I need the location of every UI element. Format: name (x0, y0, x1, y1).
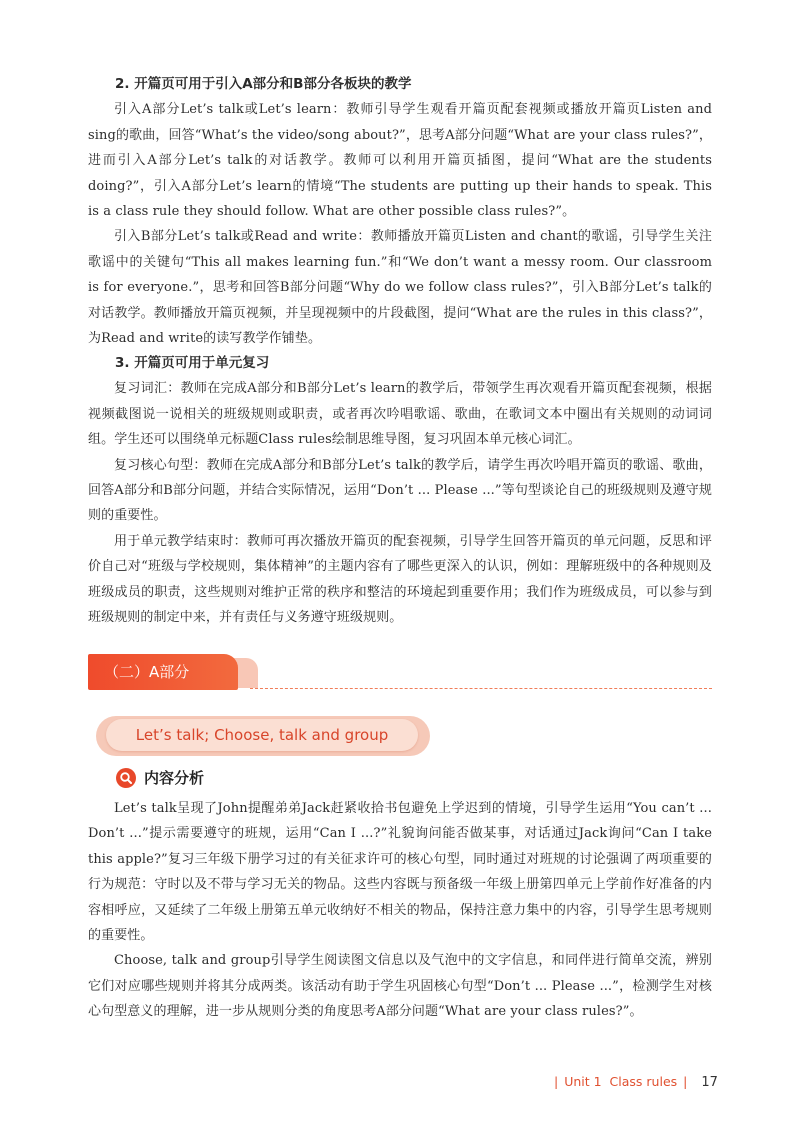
footer-separator: | (554, 1074, 559, 1089)
section-2-heading: 2. 开篇页可用于引入A部分和B部分各板块的教学 (115, 76, 412, 92)
footer-unit: Unit 1 (564, 1074, 602, 1089)
footer-separator: | (683, 1074, 688, 1089)
section-2-paragraph-1: 引入A部分Let’s talk或Let’s learn：教师引导学生观看开篇页配套视频或播放开篇页Listen and sing的歌曲，回答“What’s the video/song about?”，思考A部分问题“What are your class rules?”，进而引入A部分Let’s talk的对话教学。教师可以利用开篇页插图，提问“What are the students doing?”，引入A部分Let’s learn的情境“The students are putting up their hands to speak. This is a class rule they should follow. What are other possible class rules?”。 (88, 102, 712, 220)
content-analysis-paragraph-1: Let’s talk呈现了John提醒弟弟Jack赶紧收拾书包避免上学迟到的情境，引导学生运用“You can’t ... Don’t ...”提示需要遵守的班规，运用“Can I ...?”礼貌询问能否做某事，对话通过Jack询问“Can I take this apple?”复习三年级下册学习过的有关征求许可的核心句型，同时通过对班规的讨论强调了两项重要的行为规范：守时以及不带与学习无关的物品。这些内容既与预备级一年级上册第四单元上学前作好准备的内容相呼应，又延续了二年级上册第五单元收纳好不相关的物品，保持注意力集中的内容，引导学生思考规则的重要性。 (88, 801, 712, 944)
content-analysis-title: 内容分析 (144, 769, 205, 787)
footer-title: Class rules (609, 1074, 678, 1089)
content-analysis-body (88, 796, 712, 1025)
search-icon (116, 768, 136, 788)
section-3-paragraph-1: 复习词汇：教师在完成A部分和B部分Let’s learn的教学后，带领学生再次观看开篇页配套视频，根据视频截图说一说相关的班级规则或职责，或者再次吟唱歌谣、歌曲，在歌词文本中圈出有关规则的动词词组。学生还可以围绕单元标题Class rules绘制思维导图，复习巩固本单元核心词汇。 (88, 381, 712, 448)
section-header-bar: （二）A部分 (88, 654, 238, 690)
page-footer (548, 1072, 723, 1092)
pill-label-wrapper (96, 716, 430, 756)
section-divider (250, 688, 712, 689)
activity-title-pill: Let’s talk; Choose, talk and group (106, 719, 418, 751)
page-number: 17 (701, 1075, 718, 1090)
section-3-paragraph-2: 复习核心句型：教师在完成A部分和B部分Let’s talk的教学后，请学生再次吟唱开篇页的歌谣、歌曲，回答A部分和B部分问题，并结合实际情况，运用“Don’t ... Please ...”等句型谈论自己的班级规则及遵守规则的重要性。 (88, 457, 712, 524)
section-3 (88, 351, 712, 630)
section-3-heading: 3. 开篇页可用于单元复习 (115, 355, 270, 371)
section-3-paragraph-3: 用于单元教学结束时：教师可再次播放开篇页的配套视频，引导学生回答开篇页的单元问题，反思和评价自己对“班级与学校规则，集体精神”的主题内容有了哪些更深入的认识，例如：理解班级中的各种规则及班级成员的职责，这些规则对维护正常的秩序和整洁的环境起到重要作用；我们作为班级成员，可以参与到班级规则的制定中来，并有责任与义务遵守班级规则。 (88, 533, 712, 626)
section-2-paragraph-2: 引入B部分Let’s talk或Read and write：教师播放开篇页Listen and chant的歌谣，引导学生关注歌谣中的关键句“This all makes learning fun.”和“We don’t want a messy room. Our classroom is for everyone.”，思考和回答B部分问题“Why do we follow class rules?”，引入B部分Let’s talk的对话教学。教师播放开篇页视频，并呈现视频中的片段截图，提问“What are the rules in this class?”，为Read and write的读写教学作铺垫。 (88, 229, 712, 347)
content-analysis-paragraph-2: Choose, talk and group引导学生阅读图文信息以及气泡中的文字信息，和同伴进行简单交流，辨别它们对应哪些规则并将其分成两类。该活动有助于学生巩固核心句型“Don’t ... Please ...”，检测学生对核心句型意义的理解，进一步从规则分类的角度思考A部分问题“What are your class rules?”。 (88, 953, 712, 1020)
section-2 (88, 72, 712, 351)
